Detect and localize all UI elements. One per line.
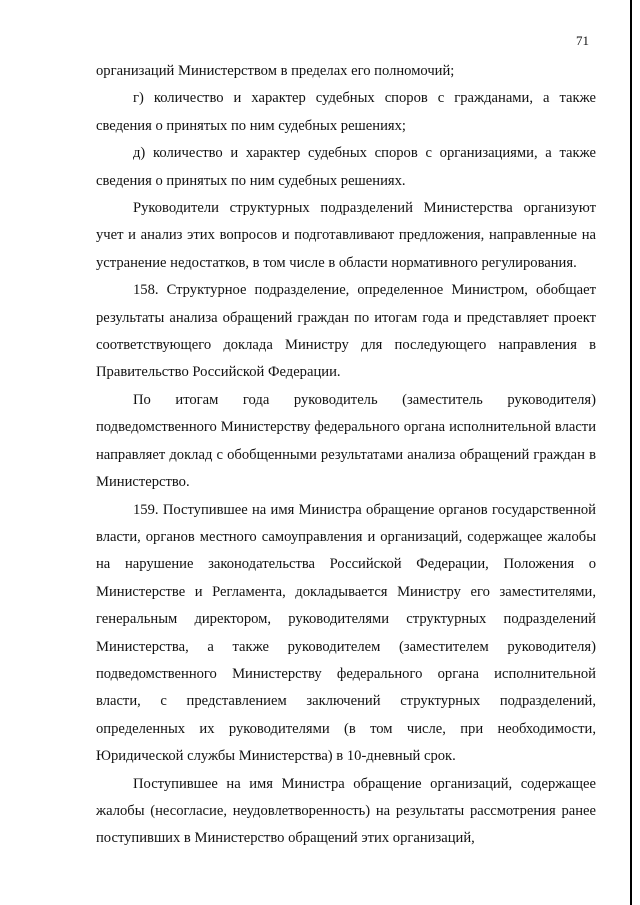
paragraph-159: 159. Поступившее на имя Министра обращение органов государственной власти, органов местного самоуправления и организаций, содержащее жалобы на нарушение законодательства Российской Федерации, Положения о Министерстве и Регламента, докладывается Министру его заместителями, генеральным директором, руководителями структурных подразделений Министерства, а также руководителем (заместителем руководителя) подведомственного Министерству федерального органа исполнительной власти, с представлением заключений структурных подразделений, определенных их руководителями (в том числе, при необходимости, Юридической службы Министерства) в 10-дневный срок. [96,501,596,765]
document-body [96,58,596,853]
paragraph-organizations-complaints: Поступившее на имя Министра обращение организаций, содержащее жалобы (несогласие, неудовлетворенность) на результаты рассмотрения ранее поступивших в Министерство обращений этих организаций, [96,775,596,847]
paragraph-annual-report: По итогам года руководитель (заместитель руководителя) подведомственного Министерству федерального органа исполнительной власти направляет доклад с обобщенными результатами анализа обращений граждан в Министерство. [96,391,596,491]
paragraph-158: 158. Структурное подразделение, определенное Министром, обобщает результаты анализа обращений граждан по итогам года и представляет проект соответствующего доклада Министру для последующего направления в Правительство Российской Федерации. [96,282,596,381]
paragraph-heads-analysis: Руководители структурных подразделений Министерства организуют учет и анализ этих вопросов и подготавливают предложения, направленные на устранение недостатков, в том числе в области нормативного регулирования. [96,200,596,271]
paragraph-item-g: г) количество и характер судебных споров с гражданами, а также сведения о принятых по ним судебных решениях; [96,90,596,134]
page-edge-line [630,0,632,905]
paragraph-item-d: д) количество и характер судебных споров с организациями, а также сведения о принятых по ним судебных решениях. [96,145,596,189]
paragraph-continuation: организаций Министерством в пределах его полномочий; [96,63,455,79]
page-number: 71 [576,33,589,48]
